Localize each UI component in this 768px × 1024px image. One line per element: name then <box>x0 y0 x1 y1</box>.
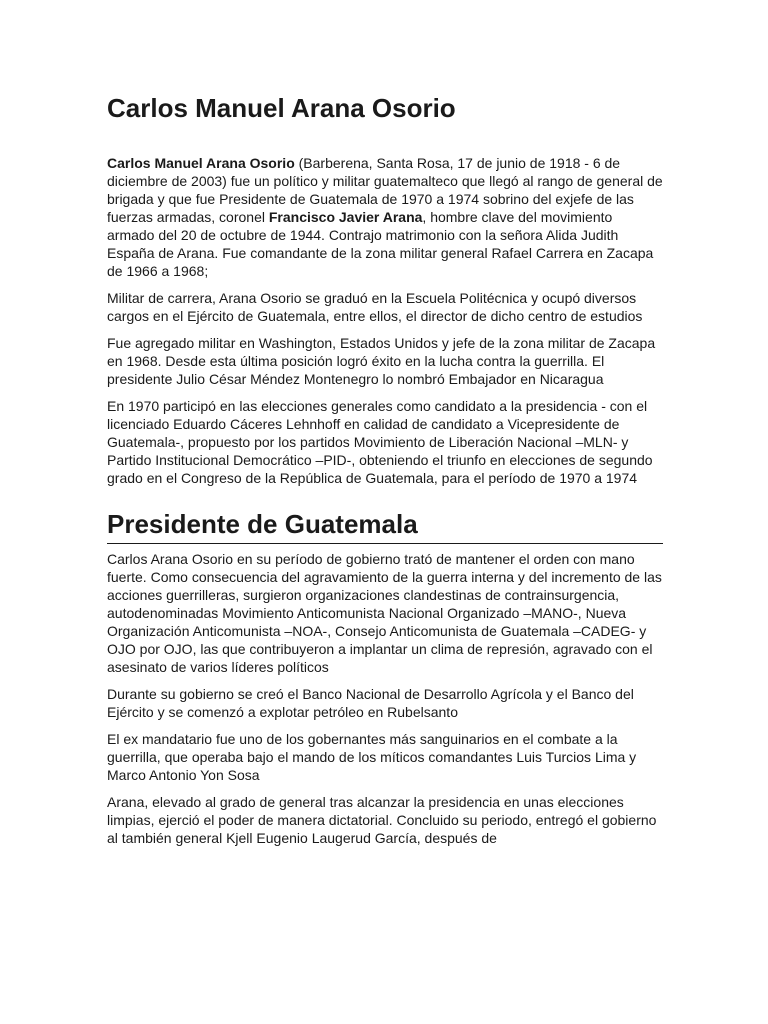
intro-text-2: , hombre clave del movimiento armado del 20 de octubre de 1944. Contrajo matrimonio con la señora Alida Judith España de Arana. Fue comandante de la zona militar general Rafael Carrera en Zacapa de 1966 a 1968; <box>107 209 654 279</box>
intro-paragraph <box>107 154 663 280</box>
paragraph-bank: Durante su gobierno se creó el Banco Nacional de Desarrollo Agrícola y el Banco del Ejército y se comenzó a explotar petróleo en Rubelsanto <box>107 686 634 720</box>
uncle-name: Francisco Javier Arana <box>268 209 423 225</box>
section-heading: Presidente de Guatemala <box>107 507 663 544</box>
paragraph-attache: Fue agregado militar en Washington, Estados Unidos y jefe de la zona militar de Zacapa en 1968. Desde esta última posición logró éxito en la lucha contra la guerrilla. El presidente Julio César Méndez Montenegro lo nombró Embajador en Nicaragua <box>107 335 656 387</box>
article-body <box>107 90 663 856</box>
page-title: Carlos Manuel Arana Osorio <box>107 93 456 123</box>
paragraph-elections: En 1970 participó en las elecciones generales como candidato a la presidencia - con el licenciado Eduardo Cáceres Lehnhoff en calidad de candidato a Vicepresidente de Guatemala-, propuesto por los partidos Movimiento de Liberación Nacional –MLN- y Partido Institucional Democrático –PID-, obteniendo el triunfo en elecciones de segundo grado en el Congreso de la República de Guatemala, para el período de 1970 a 1974 <box>107 398 653 486</box>
subject-name: Carlos Manuel Arana Osorio <box>107 155 295 171</box>
intro-text-1: (Barberena, Santa Rosa, 17 de junio de 1918 - 6 de diciembre de 2003) fue un político y militar guatemalteco que llegó al rango de general de brigada y que fue Presidente de Guatemala de 1970 a 1974 sobrino del exjefe de las fuerzas armadas, coronel <box>107 155 663 225</box>
paragraph-dictatorial: Arana, elevado al grado de general tras alcanzar la presidencia en unas elecciones limpias, ejerció el poder de manera dictatorial. Concluido su periodo, entregó el gobierno al también general Kjell Eugenio Laugerud García, después de <box>107 794 657 846</box>
paragraph-guerrilla: El ex mandatario fue uno de los gobernantes más sanguinarios en el combate a la guerrilla, que operaba bajo el mando de los míticos comandantes Luis Turcios Lima y Marco Antonio Yon Sosa <box>107 731 637 783</box>
paragraph-military-career: Militar de carrera, Arana Osorio se graduó en la Escuela Politécnica y ocupó diversos cargos en el Ejército de Guatemala, entre ellos, el director de dicho centro de estudios <box>107 290 643 324</box>
paragraph-government: Carlos Arana Osorio en su período de gobierno trató de mantener el orden con mano fuerte. Como consecuencia del agravamiento de la guerra interna y del incremento de las acciones guerrilleras, surgieron organizaciones clandestinas de contrainsurgencia, autodenominadas Movimiento Anticomunista Nacional Organizado –MANO-, Nueva Organización Anticomunista –NOA-, Consejo Anticomunista de Guatemala –CADEG- y OJO por OJO, las que contribuyeron a implantar un clima de represión, agravado con el asesinato de varios líderes políticos <box>107 551 662 675</box>
